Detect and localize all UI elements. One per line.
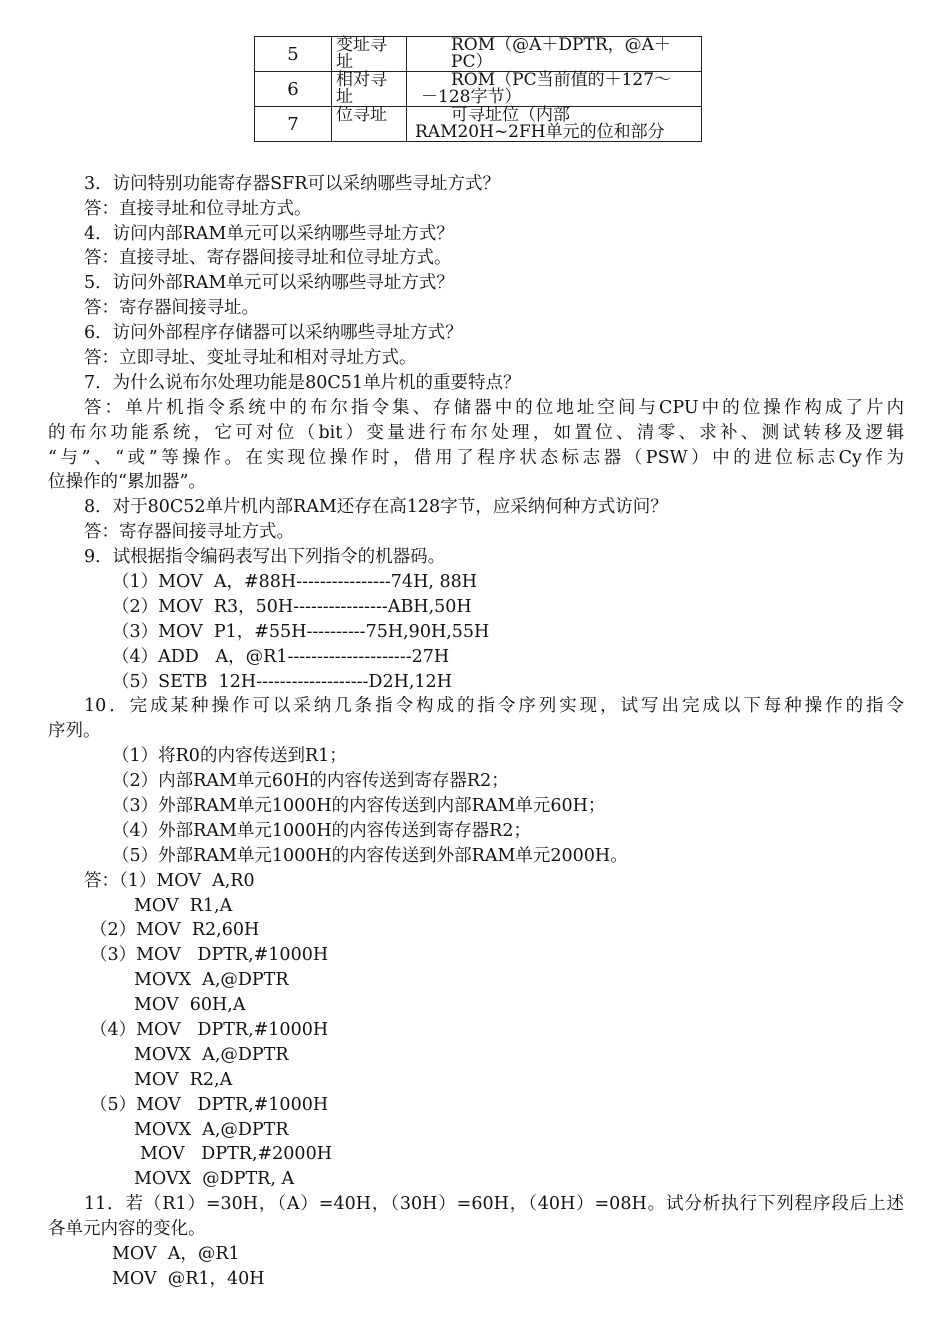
answer-7-line-1: 答：单片机指令系统中的布尔指令集、存储器中的位地址空间与CPU中的位操作构成了片内 bbox=[84, 398, 904, 418]
question-6: 6．访问外部程序存储器可以采纳哪些寻址方式？ bbox=[84, 323, 463, 343]
code-line: MOVX A,@DPTR bbox=[134, 1120, 289, 1140]
code-line: MOV @R1，40H bbox=[112, 1269, 265, 1289]
question-10-line-2: 序列。 bbox=[48, 721, 101, 741]
code-line: （2）MOV R2,60H bbox=[90, 920, 260, 940]
question-11-line-1: 11．若（R1）=30H，（A）=40H，（30H）=60H，（40H）=08H。试分析执行下列程序段后上述 bbox=[84, 1194, 904, 1214]
code-line: MOV DPTR,#2000H bbox=[140, 1144, 332, 1164]
row-number: 5 bbox=[255, 37, 332, 72]
answer-3: 答：直接寻址和位寻址方式。 bbox=[84, 199, 312, 219]
answer-7-line-3: “与”、“或”等操作。在实现位操作时，借用了程序状态标志器（PSW）中的进位标志Cy作为 bbox=[48, 448, 904, 468]
row-number: 7 bbox=[255, 107, 332, 142]
mode-cell: 位寻址 bbox=[332, 107, 407, 142]
space-cell: 可寻址位（内部 RAM20H~2FH单元的位和部分 bbox=[407, 107, 702, 142]
answer-8: 答：寄存器间接寻址方式。 bbox=[84, 522, 294, 542]
question-3: 3．访问特别功能寄存器SFR可以采纳哪些寻址方式？ bbox=[84, 174, 500, 194]
question-7: 7．为什么说布尔处理功能是80C51单片机的重要特点？ bbox=[84, 373, 521, 393]
mode-cell: 相对寻 址 bbox=[332, 72, 407, 107]
table-row bbox=[255, 107, 702, 142]
answer-4: 答：直接寻址、寄存器间接寻址和位寻址方式。 bbox=[84, 248, 452, 268]
code-line: （5）MOV DPTR,#1000H bbox=[90, 1095, 329, 1115]
instruction-3: （3）MOV P1，#55H----------75H,90H,55H bbox=[112, 622, 490, 642]
code-line: MOV R2,A bbox=[134, 1070, 233, 1090]
question-5: 5．访问外部RAM单元可以采纳哪些寻址方式？ bbox=[84, 273, 454, 293]
instruction-4: （4）ADD A，@R1---------------------27H bbox=[112, 647, 450, 667]
code-line: MOV 60H,A bbox=[134, 995, 246, 1015]
code-line: MOVX A,@DPTR bbox=[134, 1045, 289, 1065]
space-cell: ROM（@A＋DPTR，@A＋PC） bbox=[407, 37, 702, 72]
question-8: 8．对于80C52单片机内部RAM还存在高128字节，应采纳何种方式访问？ bbox=[84, 497, 668, 517]
code-line: MOV A，@R1 bbox=[112, 1244, 240, 1264]
code-line: MOVX @DPTR, A bbox=[134, 1169, 295, 1189]
answer-6: 答：立即寻址、变址寻址和相对寻址方式。 bbox=[84, 348, 417, 368]
code-line: MOV R1,A bbox=[134, 896, 233, 916]
answer-7-line-4: 位操作的“累加器”。 bbox=[48, 472, 206, 492]
row-number: 6 bbox=[255, 72, 332, 107]
code-line: （4）MOV DPTR,#1000H bbox=[90, 1020, 329, 1040]
answer-7-line-2: 的布尔功能系统，它可对位（bit）变量进行布尔处理，如置位、清零、求补、测试转移及逻辑 bbox=[48, 423, 904, 443]
space-cell: ROM（PC当前值的＋127～ －128字节） bbox=[407, 72, 702, 107]
question-10-line-1: 10．完成某种操作可以采纳几条指令构成的指令序列实现，试写出完成以下每种操作的指令 bbox=[84, 696, 904, 716]
code-line: （3）MOV DPTR,#1000H bbox=[90, 945, 329, 965]
table-row bbox=[255, 37, 702, 72]
addressing-table bbox=[254, 36, 702, 142]
answer-10-start: 答：（1）MOV A,R0 bbox=[84, 871, 255, 891]
instruction-5: （5）SETB 12H-------------------D2H,12H bbox=[112, 672, 452, 692]
task-2: （2）内部RAM单元60H的内容传送到寄存器R2； bbox=[112, 771, 509, 791]
instruction-1: （1）MOV A，#88H----------------74H, 88H bbox=[112, 572, 477, 592]
answer-5: 答：寄存器间接寻址。 bbox=[84, 298, 259, 318]
mode-cell: 变址寻 址 bbox=[332, 37, 407, 72]
instruction-2: （2）MOV R3，50H----------------ABH,50H bbox=[112, 597, 472, 617]
code-line: MOVX A,@DPTR bbox=[134, 970, 289, 990]
task-4: （4）外部RAM单元1000H的内容传送到寄存器R2； bbox=[112, 821, 531, 841]
question-4: 4．访问内部RAM单元可以采纳哪些寻址方式？ bbox=[84, 224, 454, 244]
task-3: （3）外部RAM单元1000H的内容传送到内部RAM单元60H； bbox=[112, 796, 606, 816]
table-row bbox=[255, 72, 702, 107]
question-11-line-2: 各单元内容的变化。 bbox=[48, 1219, 206, 1239]
task-5: （5）外部RAM单元1000H的内容传送到外部RAM单元2000H。 bbox=[112, 846, 628, 866]
question-9: 9．试根据指令编码表写出下列指令的机器码。 bbox=[84, 547, 446, 567]
task-1: （1）将R0的内容传送到R1； bbox=[112, 746, 347, 766]
